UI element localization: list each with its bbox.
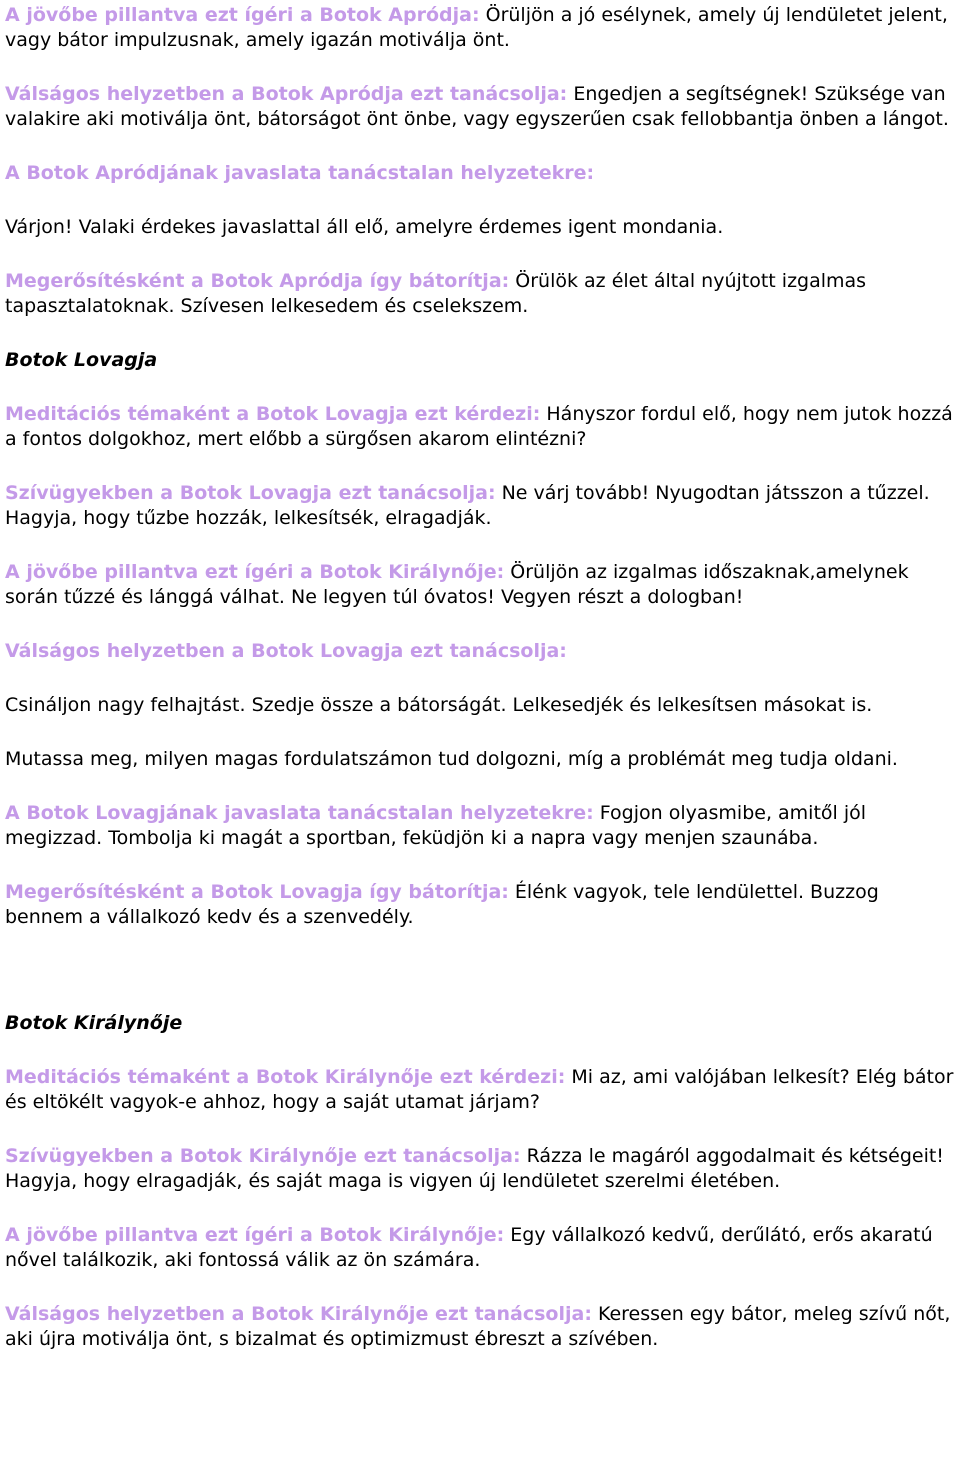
paragraph-16: [5, 1223, 955, 1273]
paragraph-text: Hányszor fordul elő, hogy nem jutok hozzá a fontos dolgokhoz, mert előbb a sürgősen akarom elintézni?: [5, 403, 953, 450]
paragraph-text: Örülök az élet által nyújtott izgalmas tapasztalatoknak. Szívesen lelkesedem és cselekszem.: [5, 270, 867, 317]
paragraph-label: Válságos helyzetben a Botok Királynője ezt tanácsolja:: [5, 1303, 592, 1325]
paragraph-17: [5, 1302, 955, 1352]
paragraph-text: Csináljon nagy felhajtást. Szedje össze a bátorságát. Lelkesedjék és lelkesítsen másokat is.: [5, 694, 873, 716]
paragraph-13: [5, 880, 955, 930]
paragraph-label: Szívügyekben a Botok Királynője ezt tanácsolja:: [5, 1145, 521, 1167]
paragraph-label: Válságos helyzetben a Botok Apródja ezt tanácsolja:: [5, 83, 568, 105]
paragraph-text: Mi az, ami valójában lelkesít? Elég bátor és eltökélt vagyok-e ahhoz, hogy a saját utamat járjam?: [5, 1066, 954, 1113]
section-heading-botok-lovagja: Botok Lovagja: [5, 349, 158, 371]
paragraph-label: A jövőbe pillantva ezt ígéri a Botok Királynője:: [5, 561, 505, 583]
paragraph-12: [5, 801, 955, 851]
paragraph-text: Rázza le magáról aggodalmait és kétségeit! Hagyja, hogy elragadják, és saját maga is vigyen új lendületet szerelmi életében.: [5, 1145, 944, 1192]
paragraph-text: Várjon! Valaki érdekes javaslattal áll elő, amelyre érdemes igent mondania.: [5, 216, 724, 238]
paragraph-label: Megerősítésként a Botok Apródja így bátorítja:: [5, 270, 510, 292]
paragraph-text: Fogjon olyasmibe, amitől jól megizzad. Tombolja ki magát a sportban, feküdjön ki a napra vagy menjen szaunába.: [5, 802, 867, 849]
paragraph-text: Örüljön az izgalmas időszaknak,amelynek során tűzzé és lánggá válhat. Ne legyen túl óvatos! Vegyen részt a dologban!: [5, 561, 909, 608]
paragraph-text: Mutassa meg, milyen magas fordulatszámon tud dolgozni, míg a problémát meg tudja oldani.: [5, 748, 898, 770]
paragraph-14: [5, 1065, 955, 1115]
paragraph-8: [5, 560, 955, 610]
paragraph-4: [5, 215, 955, 240]
paragraph-text: Örüljön a jó esélynek, amely új lendületet jelent, vagy bátor impulzusnak, amely igazán motiválja önt.: [5, 4, 948, 51]
paragraph-label: Meditációs témaként a Botok Királynője ezt kérdezi:: [5, 1066, 566, 1088]
paragraph-6: [5, 402, 955, 452]
paragraph-10: [5, 693, 955, 718]
paragraph-text: Engedjen a segítségnek! Szüksége van valakire aki motiválja önt, bátorságot önt önbe, vagy egyszerűen csak fellobbantja önben a lángot.: [5, 83, 949, 130]
paragraph-11: [5, 747, 955, 772]
paragraph-text: Egy vállalkozó kedvű, derűlátó, erős akaratú nővel találkozik, aki fontossá válik az ön számára.: [5, 1224, 933, 1271]
paragraph-label: A Botok Apródjának javaslata tanácstalan helyzetekre:: [5, 162, 595, 184]
paragraph-5: [5, 269, 955, 319]
paragraph-label: Válságos helyzetben a Botok Lovagja ezt tanácsolja:: [5, 640, 567, 662]
paragraph-7: [5, 481, 955, 531]
paragraph-label: Szívügyekben a Botok Lovagja ezt tanácsolja:: [5, 482, 496, 504]
paragraph-text: Élénk vagyok, tele lendülettel. Buzzog bennem a vállalkozó kedv és a szenvedély.: [5, 881, 879, 928]
paragraph-label: Megerősítésként a Botok Lovagja így bátorítja:: [5, 881, 509, 903]
paragraph-label: Meditációs témaként a Botok Lovagja ezt kérdezi:: [5, 403, 541, 425]
paragraph-text: Ne várj tovább! Nyugodtan játsszon a tűzzel. Hagyja, hogy tűzbe hozzák, lelkesítsék, elragadják.: [5, 482, 930, 529]
paragraph-1: [5, 3, 955, 53]
paragraph-15: [5, 1144, 955, 1194]
paragraph-3: [5, 161, 955, 186]
paragraph-label: A jövőbe pillantva ezt ígéri a Botok Apródja:: [5, 4, 480, 26]
section-heading-botok-kiralynoje: Botok Királynője: [5, 1012, 183, 1034]
paragraph-9: [5, 639, 955, 664]
paragraph-label: A Botok Lovagjának javaslata tanácstalan helyzetekre:: [5, 802, 594, 824]
paragraph-2: [5, 82, 955, 132]
paragraph-text: Keressen egy bátor, meleg szívű nőt, aki újra motiválja önt, s bizalmat és optimizmust ébreszt a szívében.: [5, 1303, 951, 1350]
paragraph-label: A jövőbe pillantva ezt ígéri a Botok Királynője:: [5, 1224, 505, 1246]
